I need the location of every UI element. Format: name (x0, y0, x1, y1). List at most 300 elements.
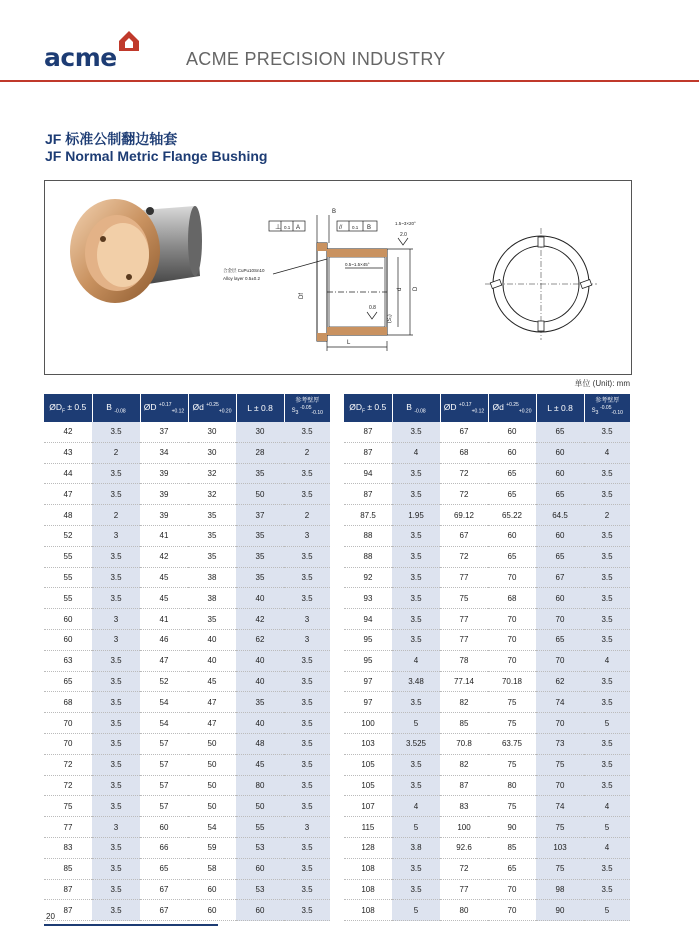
table-cell: 60 (536, 588, 584, 609)
table-cell: 67 (440, 525, 488, 546)
table-cell: 80 (236, 775, 284, 796)
table-row (44, 900, 330, 921)
table-cell: 70 (44, 713, 92, 734)
table-cell: 72 (440, 463, 488, 484)
table-cell: 3.5 (92, 671, 140, 692)
table-cell: 5 (392, 713, 440, 734)
table-cell: 1.95 (392, 505, 440, 526)
table-cell: 77 (440, 879, 488, 900)
table-cell: 74 (536, 692, 584, 713)
table-cell: 38 (188, 567, 236, 588)
table-cell: 3.5 (392, 588, 440, 609)
table-header-row (44, 394, 330, 422)
col-df: $ØD_F \pm 0.5$ (44, 394, 92, 422)
table-cell: 40 (236, 671, 284, 692)
roughness: 2.0 (400, 232, 407, 238)
table-cell: 62 (536, 671, 584, 692)
table-cell: 42 (44, 422, 92, 442)
table-cell: 65 (488, 484, 536, 505)
table-row (44, 609, 330, 630)
table-row (44, 775, 330, 796)
table-cell: 48 (236, 733, 284, 754)
table-cell: 3 (92, 525, 140, 546)
table-cell: 41 (140, 609, 188, 630)
table-cell: 35 (236, 692, 284, 713)
table-row (344, 817, 630, 838)
table-cell: 3 (92, 817, 140, 838)
table-cell: 87 (344, 484, 392, 505)
table-cell: 4 (392, 796, 440, 817)
col-s3: 参考壁厚 $S_3$ $^{-0.05}_{-0.10}$ (584, 394, 630, 422)
table-cell: 3.5 (392, 567, 440, 588)
page-header (0, 0, 699, 86)
table-cell: 90 (488, 817, 536, 838)
table-cell: 35 (236, 546, 284, 567)
table-cell: 54 (140, 692, 188, 713)
table-cell: 3 (284, 525, 330, 546)
table-cell: 43 (44, 442, 92, 463)
table-row (44, 671, 330, 692)
table-cell: 3.5 (92, 588, 140, 609)
table-cell: 3 (92, 629, 140, 650)
table-cell: 77 (44, 817, 92, 838)
table-cell: 3 (92, 609, 140, 630)
table-cell: 32 (188, 463, 236, 484)
table-cell: 3.5 (392, 546, 440, 567)
table-cell: 83 (44, 837, 92, 858)
table-row (44, 567, 330, 588)
table-cell: 58 (188, 858, 236, 879)
table-row (344, 692, 630, 713)
dim-df: Df (299, 293, 305, 299)
table-cell: 40 (188, 650, 236, 671)
table-cell: 5 (392, 900, 440, 921)
table-cell: 40 (236, 588, 284, 609)
table-cell: 3.5 (392, 754, 440, 775)
table-cell: 53 (236, 837, 284, 858)
table-cell: 103 (344, 733, 392, 754)
table-cell: 68 (44, 692, 92, 713)
table-row (44, 733, 330, 754)
table-cell: 85 (488, 837, 536, 858)
table-row (344, 484, 630, 505)
table-row (44, 713, 330, 734)
table-cell: 70 (488, 650, 536, 671)
table-cell: 35 (236, 525, 284, 546)
table-cell: 3.5 (284, 546, 330, 567)
col-od: ØD $^{+0.17}_{+0.12}$ (140, 394, 188, 422)
section-drawing (223, 209, 419, 351)
table-cell: 108 (344, 900, 392, 921)
table-cell: 55 (236, 817, 284, 838)
table-cell: 41 (140, 525, 188, 546)
table-cell: 3.5 (392, 609, 440, 630)
table-cell: 95 (344, 650, 392, 671)
table-row (344, 754, 630, 775)
table-cell: 39 (140, 484, 188, 505)
table-cell: 85 (440, 713, 488, 734)
table-cell: 97 (344, 692, 392, 713)
table-cell: 65 (488, 463, 536, 484)
table-cell: 37 (140, 422, 188, 442)
table-cell: 50 (188, 775, 236, 796)
table-cell: 70 (536, 775, 584, 796)
table-cell: 42 (140, 546, 188, 567)
table-cell: 3.5 (284, 754, 330, 775)
table-row (344, 671, 630, 692)
table-cell: 65 (536, 629, 584, 650)
table-row (344, 713, 630, 734)
col-id: Ød $^{+0.25}_{+0.20}$ (188, 394, 236, 422)
table-cell: 35 (188, 525, 236, 546)
col-b: B $_{-0.08}$ (92, 394, 140, 422)
table-cell: 3.5 (392, 525, 440, 546)
col-s3: 参考壁厚 $S_3$ $^{-0.05}_{-0.10}$ (284, 394, 330, 422)
table-cell: 70 (488, 629, 536, 650)
table-cell: 3.5 (584, 733, 630, 754)
table-cell: 3.5 (284, 775, 330, 796)
table-cell: 3.5 (584, 422, 630, 442)
table-row (44, 588, 330, 609)
table-cell: 40 (236, 650, 284, 671)
table-cell: 69.12 (440, 505, 488, 526)
table-cell: 50 (188, 754, 236, 775)
table-row (44, 525, 330, 546)
table-cell: 60 (236, 900, 284, 921)
table-cell: 65 (44, 671, 92, 692)
table-cell: 45 (140, 588, 188, 609)
table-cell: 60 (488, 442, 536, 463)
table-cell: 3.5 (392, 629, 440, 650)
table-cell: 47 (188, 692, 236, 713)
dim-d-small: d (397, 287, 403, 291)
table-cell: 50 (236, 796, 284, 817)
table-cell: 35 (236, 463, 284, 484)
table-cell: 3.5 (584, 671, 630, 692)
table-cell: 4 (392, 650, 440, 671)
spec-table-left (44, 394, 330, 921)
table-cell: 75 (440, 588, 488, 609)
table-cell: 47 (188, 713, 236, 734)
table-cell: 3.5 (392, 463, 440, 484)
table-cell: 38 (188, 588, 236, 609)
table-cell: 108 (344, 879, 392, 900)
table-cell: 60 (44, 609, 92, 630)
table-cell: 45 (140, 567, 188, 588)
table-cell: 94 (344, 463, 392, 484)
table-cell: 3.5 (92, 422, 140, 442)
table-cell: 4 (584, 442, 630, 463)
header-divider (0, 80, 699, 82)
table-cell: 65.22 (488, 505, 536, 526)
table-cell: 70.18 (488, 671, 536, 692)
table-cell: 70 (536, 609, 584, 630)
table-row (344, 796, 630, 817)
table-cell: 52 (44, 525, 92, 546)
table-row (344, 442, 630, 463)
table-cell: 3.5 (392, 484, 440, 505)
table-cell: 45 (188, 671, 236, 692)
table-cell: 5 (584, 817, 630, 838)
table-cell: 70 (536, 650, 584, 671)
table-cell: 3.5 (392, 858, 440, 879)
table-cell: 75 (488, 796, 536, 817)
table-row (344, 463, 630, 484)
product-figure (44, 180, 632, 375)
table-cell: 3.5 (584, 546, 630, 567)
table-cell: 54 (188, 817, 236, 838)
table-cell: 40 (236, 713, 284, 734)
table-cell: 70.8 (440, 733, 488, 754)
table-cell: 3.5 (92, 463, 140, 484)
col-id: Ød $^{+0.25}_{+0.20}$ (488, 394, 536, 422)
table-cell: 67 (440, 422, 488, 442)
dim-08: 0.8 (369, 305, 376, 311)
table-cell: 87 (344, 442, 392, 463)
table-row (344, 879, 630, 900)
parallel-symbol: // (339, 225, 343, 231)
col-df: $ØD_F \pm 0.5$ (344, 394, 392, 422)
table-cell: 60 (140, 817, 188, 838)
table-row (344, 858, 630, 879)
table-cell: 3.5 (92, 692, 140, 713)
table-row (44, 484, 330, 505)
table-row (344, 775, 630, 796)
table-row (44, 817, 330, 838)
table-cell: 35 (188, 546, 236, 567)
table-cell: 65 (140, 858, 188, 879)
table-cell: 47 (140, 650, 188, 671)
table-cell: 2 (284, 505, 330, 526)
table-cell: 93 (344, 588, 392, 609)
table-row (344, 900, 630, 921)
table-row (344, 546, 630, 567)
table-cell: 98 (536, 879, 584, 900)
table-row (44, 796, 330, 817)
table-cell: 3.5 (584, 525, 630, 546)
table-cell: 52 (140, 671, 188, 692)
table-cell: 3.5 (92, 796, 140, 817)
table-cell: 87 (440, 775, 488, 796)
table-cell: 3.5 (584, 754, 630, 775)
table-cell: 70 (488, 567, 536, 588)
table-cell: 80 (440, 900, 488, 921)
table-cell: 3 (284, 609, 330, 630)
tol-1: 0.1 (284, 225, 291, 230)
table-cell: 67 (536, 567, 584, 588)
table-row (344, 525, 630, 546)
table-cell: 54 (140, 713, 188, 734)
table-cell: 62 (236, 629, 284, 650)
table-cell: 35 (188, 609, 236, 630)
table-cell: 59 (188, 837, 236, 858)
table-row (344, 837, 630, 858)
table-cell: 4 (392, 442, 440, 463)
table-cell: 3 (284, 817, 330, 838)
table-cell: 57 (140, 796, 188, 817)
table-cell: 103 (536, 837, 584, 858)
table-cell: 55 (44, 588, 92, 609)
col-l: L ± 0.8 (536, 394, 584, 422)
table-cell: 70 (44, 733, 92, 754)
table-cell: 77.14 (440, 671, 488, 692)
table-cell: 5 (392, 817, 440, 838)
table-cell: 3.5 (284, 463, 330, 484)
table-cell: 3.5 (584, 484, 630, 505)
table-cell: 75 (536, 858, 584, 879)
table-cell: 60 (44, 629, 92, 650)
table-cell: 3.5 (284, 858, 330, 879)
table-cell: 3.5 (584, 879, 630, 900)
table-row (344, 650, 630, 671)
dim-l: L (347, 340, 351, 346)
dim-sn: (S₃) (387, 314, 393, 323)
table-row (44, 858, 330, 879)
table-cell: 115 (344, 817, 392, 838)
table-cell: 60 (536, 525, 584, 546)
col-b: B $_{-0.08}$ (392, 394, 440, 422)
table-cell: 32 (188, 484, 236, 505)
end-view (485, 228, 597, 340)
ref-a: A (296, 225, 301, 231)
table-row (44, 463, 330, 484)
table-row (44, 442, 330, 463)
table-cell: 60 (188, 900, 236, 921)
table-row (344, 629, 630, 650)
table-row (344, 567, 630, 588)
table-cell: 55 (44, 567, 92, 588)
table-cell: 70 (488, 879, 536, 900)
table-cell: 72 (44, 754, 92, 775)
table-cell: 65 (488, 858, 536, 879)
table-cell: 85 (44, 858, 92, 879)
table-cell: 55 (44, 546, 92, 567)
table-cell: 3.5 (284, 733, 330, 754)
table-cell: 3.5 (584, 858, 630, 879)
table-cell: 2 (92, 442, 140, 463)
table-cell: 92 (344, 567, 392, 588)
table-cell: 90 (536, 900, 584, 921)
table-cell: 50 (188, 733, 236, 754)
table-cell: 66 (140, 837, 188, 858)
table-cell: 65 (536, 546, 584, 567)
table-cell: 3.5 (284, 422, 330, 442)
table-cell: 75 (488, 713, 536, 734)
company-name: ACME PRECISION INDUSTRY (186, 49, 446, 69)
table-cell: 53 (236, 879, 284, 900)
table-row (44, 546, 330, 567)
table-cell: 107 (344, 796, 392, 817)
alloy-en: Alloy layer 0.5±0.2 (223, 276, 260, 281)
table-cell: 74 (536, 796, 584, 817)
table-cell: 60 (236, 858, 284, 879)
table-cell: 35 (236, 567, 284, 588)
table-cell: 2 (284, 442, 330, 463)
table-cell: 3.5 (584, 775, 630, 796)
table-cell: 40 (188, 629, 236, 650)
table-cell: 3 (284, 629, 330, 650)
table-cell: 30 (188, 442, 236, 463)
table-cell: 72 (440, 546, 488, 567)
table-cell: 65 (536, 422, 584, 442)
table-cell: 3.48 (392, 671, 440, 692)
table-cell: 105 (344, 754, 392, 775)
table-cell: 87 (44, 879, 92, 900)
table-cell: 72 (440, 858, 488, 879)
table-cell: 100 (344, 713, 392, 734)
table-cell: 82 (440, 692, 488, 713)
table-cell: 105 (344, 775, 392, 796)
table-cell: 77 (440, 629, 488, 650)
table-cell: 60 (488, 422, 536, 442)
table-cell: 63 (44, 650, 92, 671)
table-row (344, 609, 630, 630)
page-title-cn: JF 标准公制翻边轴套 (45, 131, 178, 147)
table-cell: 83 (440, 796, 488, 817)
table-header-row (344, 394, 630, 422)
table-cell: 57 (140, 733, 188, 754)
dim-d-big: D (413, 286, 419, 291)
table-cell: 3.5 (284, 650, 330, 671)
table-cell: 100 (440, 817, 488, 838)
table-cell: 88 (344, 546, 392, 567)
alloy-cn: 合金层 CuPu10Sn10 (223, 268, 265, 273)
table-cell: 75 (488, 754, 536, 775)
table-cell: 128 (344, 837, 392, 858)
table-cell: 60 (536, 442, 584, 463)
table-cell: 3.5 (284, 879, 330, 900)
table-cell: 72 (440, 484, 488, 505)
table-cell: 39 (140, 505, 188, 526)
table-cell: 3.5 (92, 837, 140, 858)
table-row (44, 754, 330, 775)
table-cell: 67 (140, 879, 188, 900)
table-cell: 3.5 (284, 484, 330, 505)
table-cell: 2 (92, 505, 140, 526)
label-b: B (332, 209, 337, 215)
table-row (44, 505, 330, 526)
table-cell: 3.5 (92, 858, 140, 879)
table-row (344, 505, 630, 526)
table-cell: 3.5 (92, 546, 140, 567)
chamfer-2: 0.5~1.5×45° (345, 262, 370, 267)
table-cell: 3.5 (584, 692, 630, 713)
table-cell: 3.5 (392, 879, 440, 900)
table-cell: 92.6 (440, 837, 488, 858)
table-row (44, 650, 330, 671)
table-cell: 75 (44, 796, 92, 817)
table-cell: 77 (440, 609, 488, 630)
page-title-en: JF Normal Metric Flange Bushing (45, 148, 268, 164)
table-cell: 60 (536, 463, 584, 484)
table-cell: 3.5 (584, 567, 630, 588)
table-cell: 94 (344, 609, 392, 630)
table-cell: 34 (140, 442, 188, 463)
table-cell: 70 (488, 900, 536, 921)
table-cell: 47 (44, 484, 92, 505)
table-cell: 39 (140, 463, 188, 484)
table-cell: 3.5 (92, 775, 140, 796)
table-cell: 67 (140, 900, 188, 921)
table-row (44, 837, 330, 858)
table-cell: 30 (236, 422, 284, 442)
table-cell: 57 (140, 775, 188, 796)
table-row (344, 588, 630, 609)
table-cell: 70 (536, 713, 584, 734)
table-cell: 65 (488, 546, 536, 567)
table-cell: 68 (440, 442, 488, 463)
table-cell: 80 (488, 775, 536, 796)
